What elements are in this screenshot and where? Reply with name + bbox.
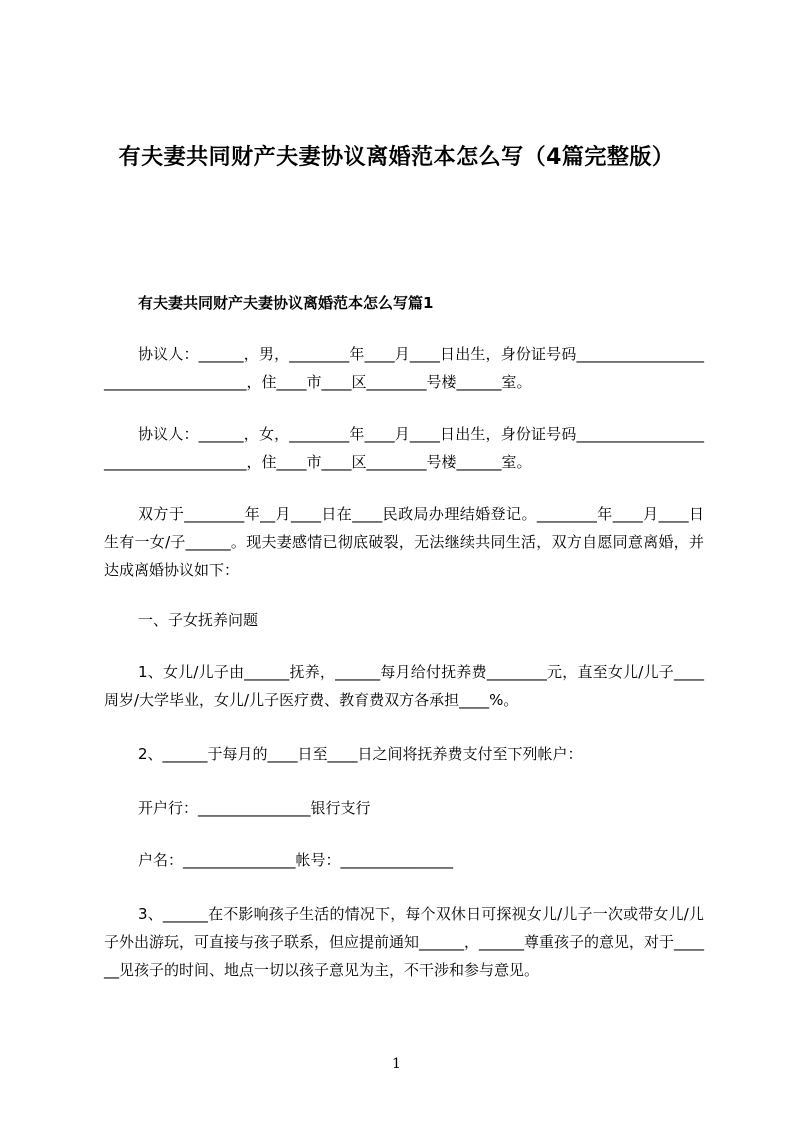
paragraph-marriage-info: 双方于________年__月____日在____民政局办理结婚登记。________年____月____日生有一女/子______。现夫妻感情已彻底破裂，无法继续共同生活，双方自愿同意离婚，并达成离婚协议如下： [104,505,704,579]
paragraph-clause-1: 1、女儿/儿子由______抚养，______每月给付抚养费________元，直至女儿/儿子____周岁/大学毕业，女儿/儿子医疗费、教育费双方各承担____%。 [104,663,704,709]
paragraph-account: 户名：_______________帐号：_______________ [138,851,454,869]
section-title: 有夫妻共同财产夫妻协议离婚范本怎么写篇1 [138,294,434,312]
document-title: 有夫妻共同财产夫妻协议离婚范本怎么写（4篇完整版） [118,145,675,170]
paragraph-bank: 开户行：_______________银行支行 [138,799,371,817]
paragraph-clause-3: 3、______在不影响孩子生活的情况下，每个双休日可探视女儿/儿子一次或带女儿/儿子外出游玩，可直接与孩子联系，但应提前通知______，______尊重孩子的意见，对于______见孩子的时间、地点一切以孩子意见为主，不干涉和参与意见。 [104,905,705,979]
paragraph-party-female: 协议人：______，女，________年____月____日出生，身份证号码____________________________________，住____市____区________号楼______室。 [104,425,704,471]
page-number: 1 [392,1056,401,1072]
paragraph-party-male: 协议人：______，男，________年____月____日出生，身份证号码____________________________________，住____市____区________号楼______室。 [104,345,704,391]
heading-child-custody: 一、子女抚养问题 [138,611,259,629]
paragraph-clause-2: 2、______于每月的____日至____日之间将抚养费支付至下列帐户： [138,745,583,763]
